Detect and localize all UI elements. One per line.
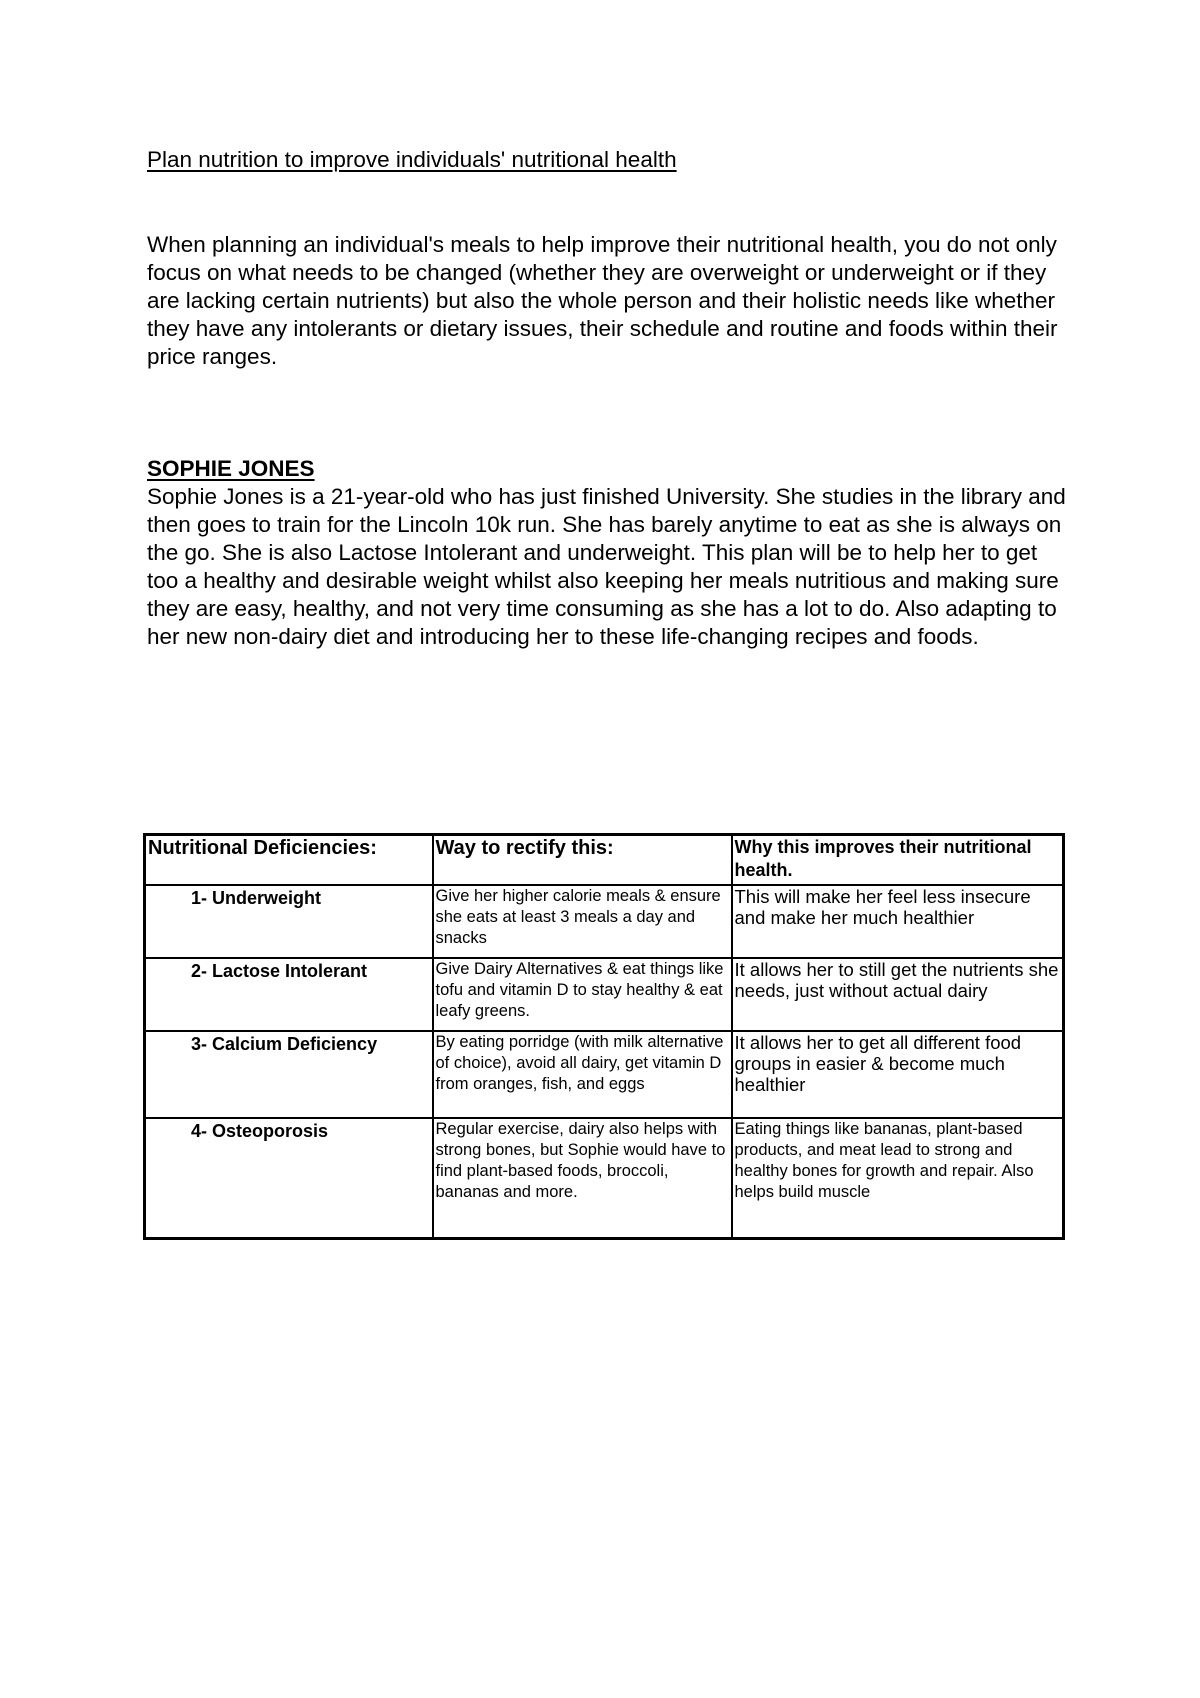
rectify-cell: By eating porridge (with milk alternative of choice), avoid all dairy, get vitamin D from oranges, fish, and eggs	[433, 1031, 732, 1118]
deficiency-cell: 2- Lactose Intolerant	[145, 958, 433, 1031]
reason-cell: Eating things like bananas, plant-based products, and meat lead to strong and healthy bones for growth and repair. Also helps build muscle	[732, 1118, 1064, 1239]
table-row	[145, 885, 1064, 958]
document-title: Plan nutrition to improve individuals' nutritional health	[147, 147, 677, 172]
rectify-cell: Give Dairy Alternatives & eat things like tofu and vitamin D to stay healthy & eat leafy greens.	[433, 958, 732, 1031]
deficiency-cell: 3- Calcium Deficiency	[145, 1031, 433, 1118]
subject-name-heading: SOPHIE JONES	[147, 456, 315, 481]
intro-paragraph: When planning an individual's meals to help improve their nutritional health, you do not only focus on what needs to be changed (whether they are overweight or underweight or if they are lacking certain nutrients) but also the whole person and their holistic needs like whether they have any intolerants or dietary issues, their schedule and routine and foods within their price ranges.	[147, 232, 1058, 369]
table-header-row	[145, 835, 1064, 886]
rectify-cell: Give her higher calorie meals & ensure she eats at least 3 meals a day and snacks	[433, 885, 732, 958]
deficiency-cell: 1- Underweight	[145, 885, 433, 958]
table-row	[145, 1118, 1064, 1239]
subject-description: Sophie Jones is a 21-year-old who has just finished University. She studies in the library and then goes to train for the Lincoln 10k run. She has barely anytime to eat as she is always on the go. She is also Lactose Intolerant and underweight. This plan will be to help her to get too a healthy and desirable weight whilst also keeping her meals nutritious and making sure they are easy, healthy, and not very time consuming as she has a lot to do. Also adapting to her new non-dairy diet and introducing her to these life-changing recipes and foods.	[147, 484, 1066, 649]
header-deficiencies: Nutritional Deficiencies:	[145, 835, 433, 886]
table-row	[145, 1031, 1064, 1118]
deficiency-cell: 4- Osteoporosis	[145, 1118, 433, 1239]
reason-cell: This will make her feel less insecure and make her much healthier	[732, 885, 1064, 958]
reason-cell: It allows her to get all different food groups in easier & become much healthier	[732, 1031, 1064, 1118]
header-rectify: Way to rectify this:	[433, 835, 732, 886]
header-why-improves: Why this improves their nutritional health.	[732, 835, 1064, 886]
table-row	[145, 958, 1064, 1031]
rectify-cell: Regular exercise, dairy also helps with strong bones, but Sophie would have to find plant-based foods, broccoli, bananas and more.	[433, 1118, 732, 1239]
nutrition-plan-table	[143, 833, 1065, 1240]
reason-cell: It allows her to still get the nutrients she needs, just without actual dairy	[732, 958, 1064, 1031]
